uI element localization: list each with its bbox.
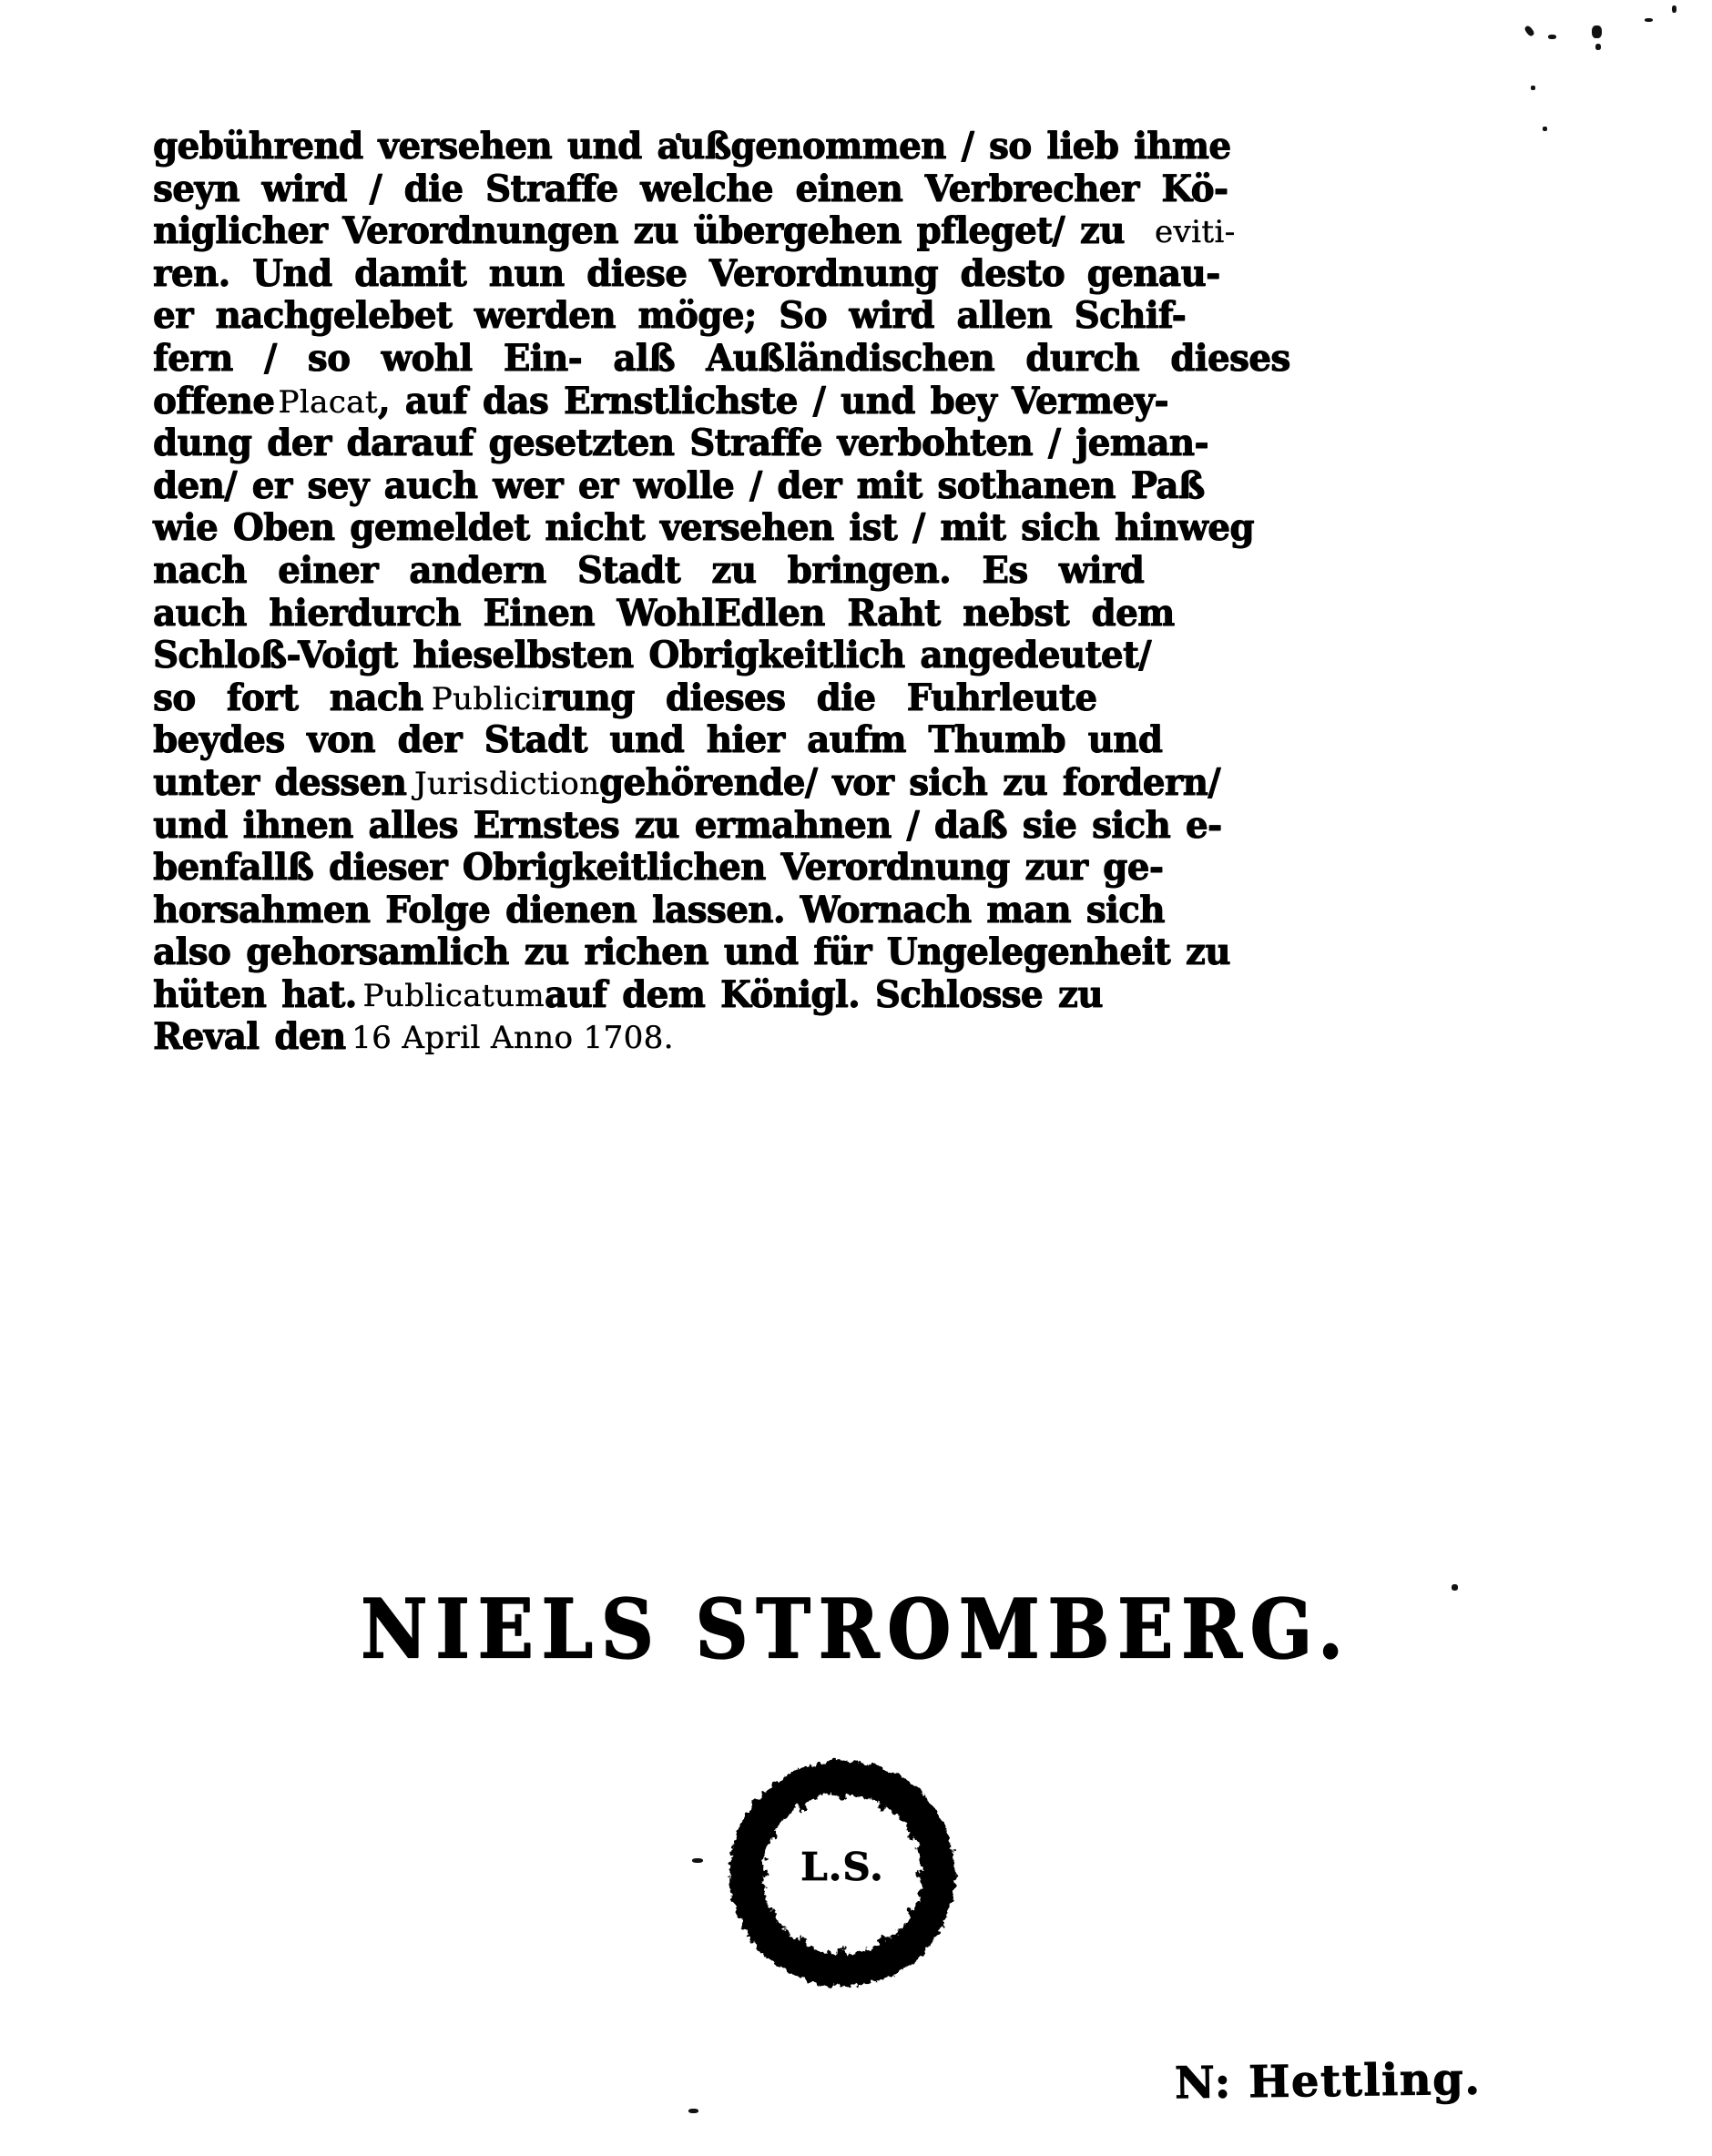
latin-insert-text: Publici (431, 680, 542, 717)
fraktur-text: gehörende/ vor sich zu fordern/ (599, 760, 1221, 804)
text-line (153, 805, 1466, 848)
text-line (153, 635, 1466, 677)
signatory-name: NIELS STROMBERG. (361, 1581, 1351, 1677)
scan-speckle (688, 2109, 698, 2113)
seal-wreath (716, 1750, 969, 1998)
fraktur-text: beydes von der Stadt und hier aufm Thumb und (153, 718, 1163, 762)
text-line (153, 126, 1466, 168)
text-line (153, 422, 1466, 465)
scan-speckle (1531, 86, 1535, 90)
fraktur-text: fern / so wohl Ein- alß Außländischen durch dieses (153, 336, 1290, 380)
fraktur-text: auf dem Königl. Schlosse zu (544, 972, 1103, 1016)
text-line (153, 974, 1466, 1017)
fraktur-text: also gehorsamlich zu richen und für Ungelegenheit zu (153, 931, 1230, 974)
fraktur-text: niglicher Verordnungen zu übergehen pfleget/ zu (153, 209, 1125, 253)
text-line (153, 719, 1466, 762)
text-line (153, 1016, 1466, 1059)
text-line (153, 253, 1466, 296)
fraktur-text: nach einer andern Stadt zu bringen. Es wird (153, 548, 1145, 592)
text-line (153, 550, 1466, 593)
text-line (153, 210, 1466, 253)
latin-insert-text: Publicatum (362, 977, 545, 1014)
latin-insert-text: 16 April Anno 1708. (352, 1020, 674, 1057)
fraktur-text: so fort nach (153, 676, 423, 719)
fraktur-text: , auf das Ernstlichste / und bey Vermey- (377, 379, 1168, 422)
clerk-countersignature: N: Hettling. (1174, 2053, 1482, 2110)
fraktur-text: dung der darauf gesetzten Straffe verbohten / jeman- (153, 422, 1208, 465)
fraktur-text: seyn wird / die Straffe welche einen Verbrecher Kö- (153, 167, 1228, 210)
text-line (153, 338, 1466, 381)
scan-speckle (692, 1858, 703, 1863)
fraktur-text: er nachgelebet werden möge; So wird allen Schif- (153, 294, 1187, 338)
scan-speckle (1645, 18, 1653, 22)
signature-block (0, 1581, 1712, 1677)
seal-label: L.S. (800, 1845, 884, 1889)
fraktur-text: und ihnen alles Ernstes zu ermahnen / daß sie sich e- (153, 803, 1222, 847)
text-line (153, 593, 1466, 636)
fraktur-text: ren. Und damit nun diese Verordnung desto genau- (153, 251, 1220, 295)
scan-speckle (1595, 44, 1601, 50)
latin-insert-text: eviti- (1154, 214, 1236, 251)
text-line (153, 762, 1466, 805)
scan-speckle (1592, 25, 1602, 38)
scan-speckle (1523, 25, 1535, 37)
proclamation-text-block (153, 126, 1466, 1059)
text-line (153, 890, 1466, 932)
fraktur-text: hüten hat. (153, 972, 357, 1016)
fraktur-text: Schloß-Voigt hieselbsten Obrigkeitlich angedeutet/ (153, 634, 1151, 677)
text-line (153, 381, 1466, 423)
text-line (153, 465, 1466, 508)
scan-speckle (1548, 35, 1556, 39)
text-line (153, 168, 1466, 211)
text-line (153, 295, 1466, 338)
text-line (153, 931, 1466, 974)
text-line (153, 677, 1466, 720)
fraktur-text: auch hierdurch Einen WohlEdlen Raht nebst dem (153, 591, 1175, 635)
fraktur-text: unter dessen (153, 760, 407, 804)
fraktur-text: wie Oben gemeldet nicht versehen ist / mit sich hinweg (153, 506, 1254, 550)
fraktur-text: benfallß dieser Obrigkeitlichen Verordnung zur ge- (153, 846, 1164, 890)
text-line (153, 507, 1466, 550)
text-line (153, 847, 1466, 890)
fraktur-text: gebührend versehen und außgenommen / so lieb ihme (153, 125, 1231, 168)
scan-speckle (1543, 127, 1547, 131)
fraktur-text: offene (153, 379, 275, 422)
fraktur-text: horsahmen Folge dienen lassen. Wornach man sich (153, 888, 1165, 931)
fraktur-text: den/ er sey auch wer er wolle / der mit sothanen Paß (153, 463, 1205, 507)
fraktur-text: Reval den (153, 1015, 346, 1059)
scan-speckle (1672, 5, 1676, 13)
latin-insert-text: Jurisdiction (413, 765, 600, 802)
fraktur-text: rung dieses die Fuhrleute (541, 676, 1097, 719)
latin-insert-text: Placat (278, 383, 378, 421)
